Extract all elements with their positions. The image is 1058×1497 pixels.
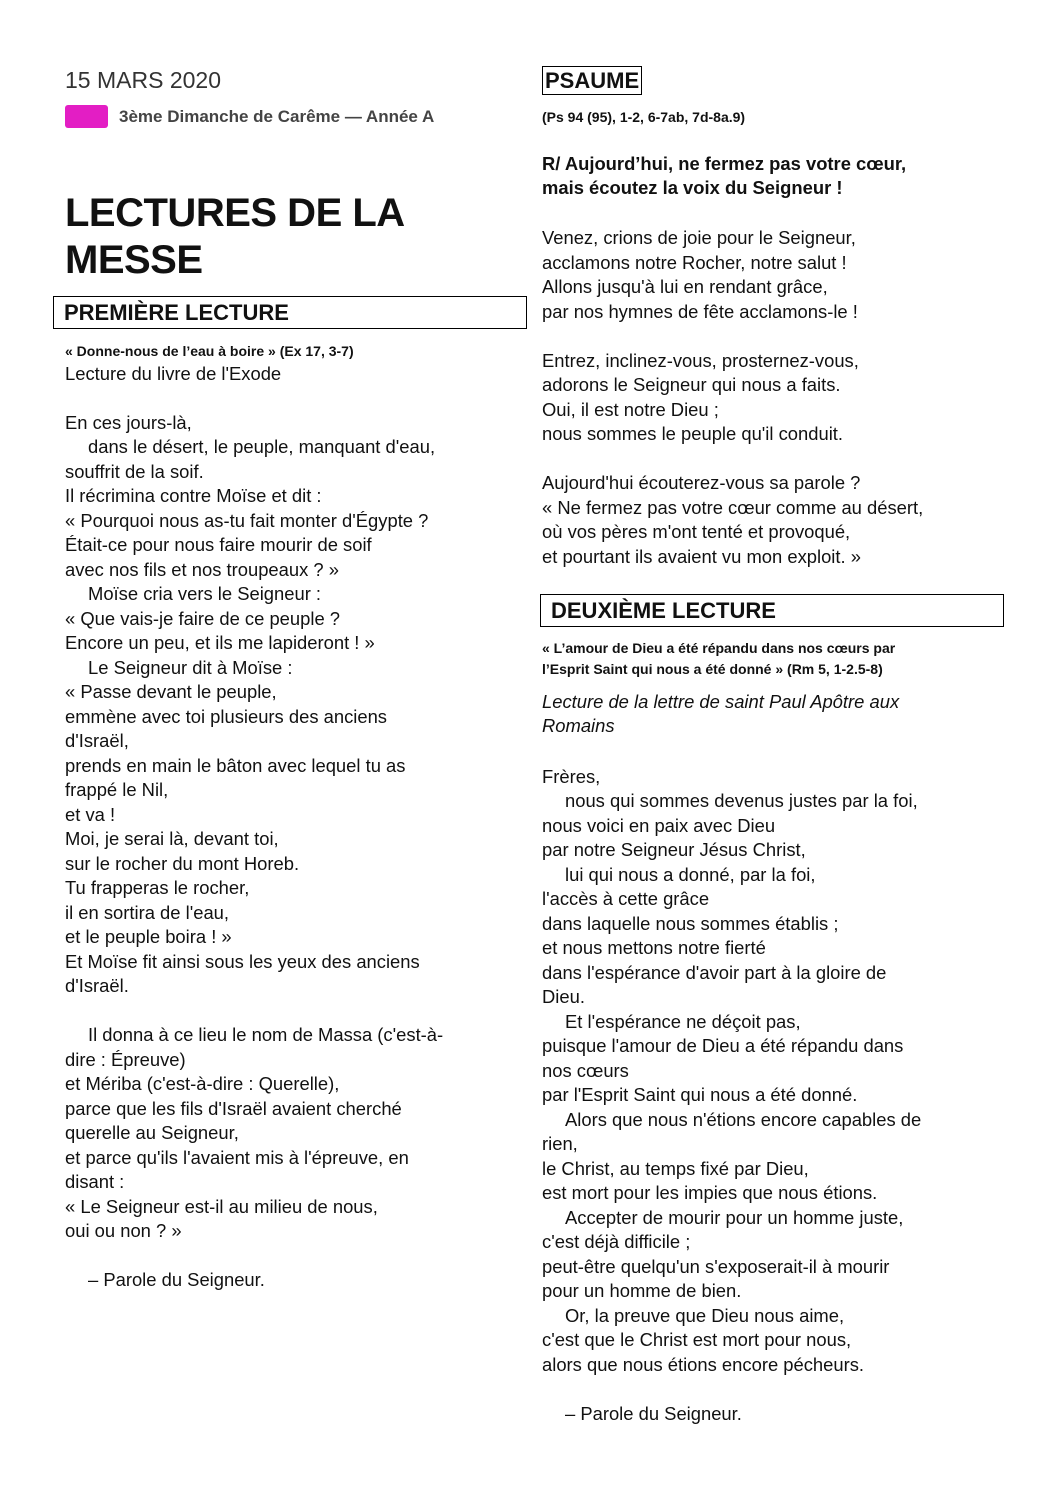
text-line: nous voici en paix avec Dieu bbox=[542, 814, 776, 836]
page-title-line-2: MESSE bbox=[65, 238, 203, 282]
text-line: Aujourd'hui écouterez-vous sa parole ? bbox=[542, 472, 861, 493]
text-line: Moi, je serai là, devant toi, bbox=[65, 828, 279, 849]
text-line: – Parole du Seigneur. bbox=[565, 1402, 742, 1424]
text-line: Et Moïse fit ainsi sous les yeux des anciens bbox=[65, 950, 420, 972]
first-reading-heading: PREMIÈRE LECTURE bbox=[53, 296, 527, 329]
text-line: c'est que le Christ est mort pour nous, bbox=[542, 1329, 852, 1350]
text-line: rien, bbox=[542, 1133, 578, 1154]
text-line: Le Seigneur dit à Moïse : bbox=[88, 656, 293, 678]
text-line bbox=[542, 1377, 921, 1402]
text-line: et le peuple boira ! » bbox=[65, 926, 232, 947]
text-line: Accepter de mourir pour un homme juste, bbox=[565, 1206, 904, 1228]
text-line: adorons le Seigneur qui nous a faits. bbox=[542, 374, 841, 395]
text-line: et pourtant ils avaient vu mon exploit. » bbox=[542, 545, 861, 567]
text-line: il en sortira de l'eau, bbox=[65, 901, 230, 923]
second-reading-heading: DEUXIÈME LECTURE bbox=[540, 594, 1004, 627]
text-line bbox=[542, 447, 923, 472]
text-line bbox=[65, 1244, 443, 1269]
psalm-reference: (Ps 94 (95), 1-2, 6-7ab, 7d-8a.9) bbox=[542, 109, 746, 125]
text-line: alors que nous étions encore pécheurs. bbox=[542, 1353, 865, 1375]
second-reading-text bbox=[542, 740, 921, 1426]
text-line: querelle au Seigneur, bbox=[65, 1122, 239, 1143]
text-line: lui qui nous a donné, par la foi, bbox=[565, 863, 816, 885]
text-line: avec nos fils et nos troupeaux ? » bbox=[65, 558, 339, 580]
text-line: et nous mettons notre fierté bbox=[542, 937, 766, 958]
text-line: pour un homme de bien. bbox=[542, 1280, 742, 1301]
second-reading-intro-line-1: Lecture de la lettre de saint Paul Apôtre aux bbox=[542, 691, 900, 712]
text-line: Il récrimina contre Moïse et dit : bbox=[65, 485, 322, 506]
text-line: « Passe devant le peuple, bbox=[65, 681, 277, 702]
text-line: Entrez, inclinez-vous, prosternez-vous, bbox=[542, 349, 859, 371]
subtitle: 3ème Dimanche de Carême — Année A bbox=[119, 107, 435, 126]
text-line: Alors que nous n'étions encore capables de bbox=[565, 1108, 922, 1130]
text-line: parce que les fils d'Israël avaient cherché bbox=[65, 1097, 402, 1119]
text-line bbox=[65, 999, 443, 1024]
text-line: et Mériba (c'est-à-dire : Querelle), bbox=[65, 1073, 340, 1094]
text-line: par nos hymnes de fête acclamons-le ! bbox=[542, 300, 858, 322]
text-line: Dieu. bbox=[542, 986, 585, 1007]
text-line: peut-être quelqu'un s'exposerait-il à mourir bbox=[542, 1255, 890, 1277]
text-line: Oui, il est notre Dieu ; bbox=[542, 398, 719, 420]
text-line: « Que vais-je faire de ce peuple ? bbox=[65, 607, 341, 629]
second-reading-intro-line-2: Romains bbox=[542, 715, 615, 736]
text-line: prends en main le bâton avec lequel tu as bbox=[65, 754, 406, 776]
psalm-refrain-line-2: mais écoutez la voix du Seigneur ! bbox=[542, 177, 843, 198]
text-line: puisque l'amour de Dieu a été répandu dans bbox=[542, 1035, 904, 1056]
first-reading-intro: Lecture du livre de l'Exode bbox=[65, 363, 282, 384]
text-line: oui ou non ? » bbox=[65, 1220, 182, 1241]
text-line: souffrit de la soif. bbox=[65, 460, 204, 482]
liturgical-color-tag bbox=[65, 105, 108, 128]
text-line: nous qui sommes devenus justes par la foi, bbox=[565, 790, 918, 811]
psalm-refrain-line-1: R/ Aujourd’hui, ne fermez pas votre cœur, bbox=[542, 153, 907, 174]
text-line: Était-ce pour nous faire mourir de soif bbox=[65, 534, 372, 555]
text-line: sur le rocher du mont Horeb. bbox=[65, 852, 300, 874]
text-line: Or, la preuve que Dieu nous aime, bbox=[565, 1304, 845, 1326]
text-line: Encore un peu, et ils me lapideront ! » bbox=[65, 632, 375, 653]
text-line: nos cœurs bbox=[542, 1059, 629, 1081]
text-line: « Le Seigneur est-il au milieu de nous, bbox=[65, 1195, 378, 1217]
text-line: dire : Épreuve) bbox=[65, 1048, 186, 1070]
second-reading-reference-line-1: « L’amour de Dieu a été répandu dans nos cœurs par bbox=[542, 640, 896, 656]
text-line: – Parole du Seigneur. bbox=[88, 1269, 265, 1290]
first-reading-reference: « Donne-nous de l’eau à boire » (Ex 17, 3-7) bbox=[65, 343, 354, 359]
text-line: Tu frapperas le rocher, bbox=[65, 877, 250, 898]
text-line: et va ! bbox=[65, 803, 116, 825]
second-reading-reference-line-2: l’Esprit Saint qui nous a été donné » (Rm 5, 1-2.5-8) bbox=[542, 661, 883, 677]
text-line: d'Israël. bbox=[65, 975, 129, 996]
text-line: Et l'espérance ne déçoit pas, bbox=[565, 1010, 801, 1032]
date: 15 MARS 2020 bbox=[65, 67, 221, 93]
text-line: Il donna à ce lieu le nom de Massa (c'est-à- bbox=[88, 1024, 444, 1045]
text-line: c'est déjà difficile ; bbox=[542, 1231, 691, 1252]
text-line: « Pourquoi nous as-tu fait monter d'Égypte ? bbox=[65, 509, 429, 531]
text-line: le Christ, au temps fixé par Dieu, bbox=[542, 1157, 809, 1179]
text-line: acclamons notre Rocher, notre salut ! bbox=[542, 251, 847, 273]
text-line: Venez, crions de joie pour le Seigneur, bbox=[542, 227, 856, 248]
text-line: nous sommes le peuple qu'il conduit. bbox=[542, 423, 844, 444]
text-line: par notre Seigneur Jésus Christ, bbox=[542, 839, 806, 860]
first-reading-text bbox=[65, 386, 443, 1293]
text-line: dans laquelle nous sommes établis ; bbox=[542, 912, 839, 934]
text-line: l'accès à cette grâce bbox=[542, 888, 710, 909]
text-line: Allons jusqu'à lui en rendant grâce, bbox=[542, 276, 828, 297]
text-line bbox=[542, 740, 921, 765]
text-line: dans le désert, le peuple, manquant d'eau, bbox=[88, 436, 436, 457]
text-line: est mort pour les impies que nous étions. bbox=[542, 1182, 878, 1203]
text-line: En ces jours-là, bbox=[65, 411, 192, 433]
psalm-text bbox=[542, 226, 923, 569]
text-line: d'Israël, bbox=[65, 730, 129, 751]
text-line: et parce qu'ils l'avaient mis à l'épreuve, en bbox=[65, 1146, 409, 1168]
text-line: par l'Esprit Saint qui nous a été donné. bbox=[542, 1084, 858, 1105]
psalm-heading: PSAUME bbox=[542, 66, 642, 95]
text-line: disant : bbox=[65, 1171, 125, 1192]
text-line: frappé le Nil, bbox=[65, 779, 169, 800]
text-line: emmène avec toi plusieurs des anciens bbox=[65, 705, 388, 727]
page-title-line-1: LECTURES DE LA bbox=[65, 191, 405, 235]
text-line: « Ne fermez pas votre cœur comme au désert, bbox=[542, 496, 924, 518]
text-line: dans l'espérance d'avoir part à la gloire de bbox=[542, 961, 887, 983]
text-line bbox=[65, 386, 443, 411]
text-line: où vos pères m'ont tenté et provoqué, bbox=[542, 521, 851, 542]
page-title bbox=[65, 190, 405, 284]
text-line: Frères, bbox=[542, 765, 601, 787]
text-line: Moïse cria vers le Seigneur : bbox=[88, 583, 322, 604]
text-line bbox=[542, 324, 923, 349]
